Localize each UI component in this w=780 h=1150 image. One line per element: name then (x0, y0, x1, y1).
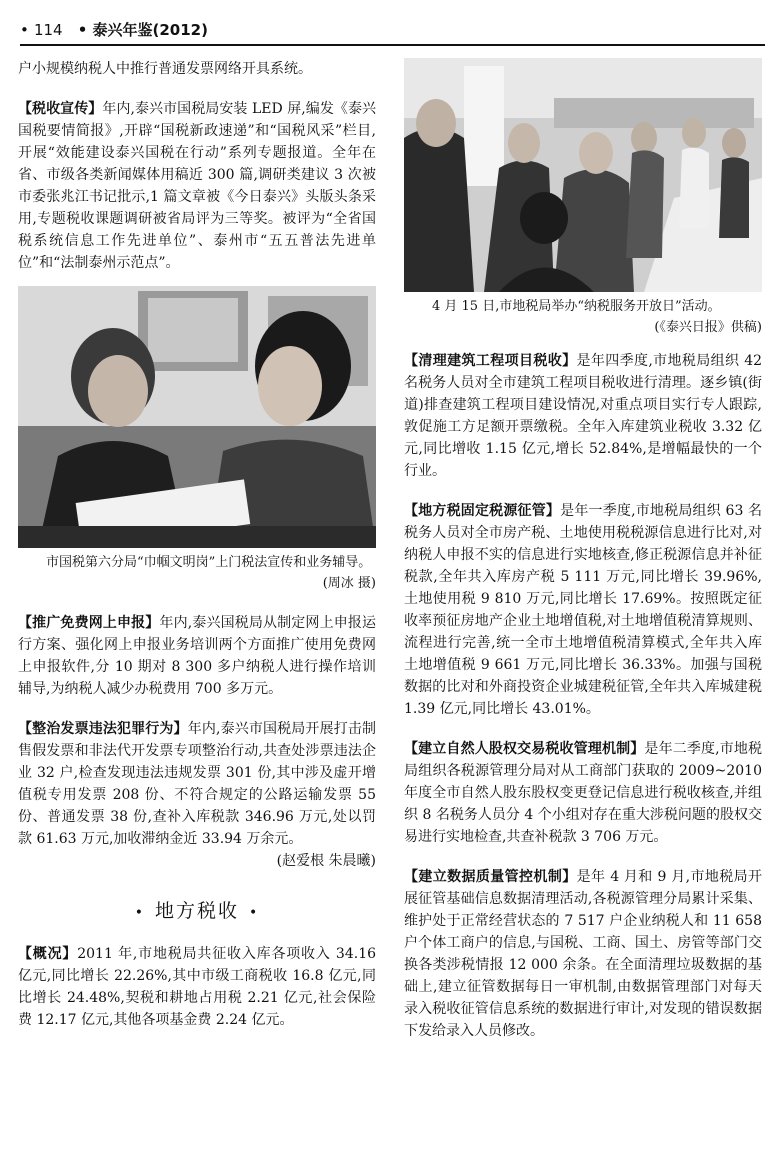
photo1-credit: (周冰 摄) (322, 576, 376, 591)
photo1-caption-block (18, 552, 376, 594)
section-title-block (18, 896, 376, 923)
equity-body: 是年二季度,市地税局组织各税源管理分局对从工商部门获取的 2009~2010 年度全市自然人股东股权变更登记信息进行税收核查,并组织 8 名税务人员分 4 个小组对存在重大涉税问题的股权交易进行实地检查,共查补税款 3 706 万元。 (404, 741, 763, 845)
construction-body: 是年四季度,市地税局组织 42 名税务人员对全市建筑工程项目税收进行清理。逐乡镇(街道)排查建筑工程项目建设情况,对重点项目实行专人跟踪,敦促施工方足额开票缴税。全年入库建筑业税收 3.32 亿元,同比增收 1.15 亿元,增长 52.84%,是增幅最快的一个行业。 (404, 353, 763, 479)
section-dot-left: • (134, 905, 145, 921)
overview-heading: 【概况】 (18, 946, 78, 962)
invoice-crime-heading: 【整治发票违法犯罪行为】 (18, 721, 188, 737)
overview-body: 2011 年,市地税局共征收入库各项收入 34.16 亿元,同比增长 22.26%,其中市级工商税收 16.8 亿元,同比增长 24.48%,契税和耕地占用税 2.21 亿元,社会保险费 12.17 亿元,其他各项基金费 2.24 亿元。 (18, 946, 377, 1028)
tax-office-photo (18, 286, 376, 548)
online-filing-paragraph (18, 612, 376, 700)
data-quality-body: 是年 4 月和 9 月,市地税局开展征管基础信息数据清理活动,各税源管理分局累计采集、维护处于正常经营状态的 7 517 户企业纳税人和 11 658 户个体工商户的信息,与国税、工商、国土、房管等部门交换各类涉税情报 12 000 余条。在全面清理垃圾数据的基础上,建立征管数据每日一审机制,由数据管理部门对每天录入税收征管信息系统的数据进行审计,对发现的错误数据下发给录入人员修改。 (404, 869, 763, 1039)
data-quality-paragraph (404, 866, 762, 1042)
photo2-credit: (《泰兴日报》供稿) (654, 320, 762, 335)
equity-paragraph (404, 738, 762, 848)
tax-publicity-paragraph (18, 98, 376, 274)
photo2-caption-block (404, 296, 762, 338)
left-column (18, 58, 376, 1031)
page-number: 114 (33, 21, 63, 39)
equity-heading: 【建立自然人股权交易税收管理机制】 (404, 741, 645, 757)
data-quality-heading: 【建立数据质量管控机制】 (404, 869, 577, 885)
intro-text: 户小规模纳税人中推行普通发票网络开具系统。 (18, 61, 312, 77)
section-title: 地方税收 (154, 900, 239, 922)
header-bullet: • (20, 21, 29, 39)
fixed-source-paragraph (404, 500, 762, 720)
fixed-source-body: 是年一季度,市地税局组织 63 名税务人员对全市房产税、土地使用税税源信息进行比对,对纳税人申报不实的信息进行实地核查,修正税源信息并补征税款,全年共入库房产税 5 111 万元,同比增长 39.96%,土地使用税 9 810 万元,同比增长 17.69%。按照既定征收率预征房地产企业土地增值税,对土地增值税清算规则、流程进行完善,统一全市土地增值税清算模式,全年共入库土地增值税 9 661 万元,同比增长 36.33%。加强与国税数据的比对和外商投资企业城建税征管,全年共入库城建税 1.39 亿元,同比增长 43.01%。 (404, 503, 762, 717)
invoice-credit: (赵爱根 朱晨曦) (276, 853, 376, 869)
invoice-crime-paragraph (18, 718, 376, 869)
right-column (404, 58, 762, 1042)
invoice-crime-body: 年内,泰兴市国税局开展打击制售假发票和非法代开发票专项整治行动,共查处涉票违法企业 32 户,检查发现违法违规发票 301 份,其中涉及虚开增值税专用发票 208 份、不符合规定的公路运输发票 55 份、普通发票 38 份,查补入库税款 346.96 万元,处以罚款 61.63 万元,加收滞纳金近 33.94 万余元。 (18, 721, 376, 847)
photo2-caption: 4 月 15 日,市地税局举办“纳税服务开放日”活动。 (432, 299, 721, 314)
construction-heading: 【清理建筑工程项目税收】 (404, 353, 577, 369)
fixed-source-heading: 【地方税固定税源征管】 (404, 503, 561, 519)
page-header (20, 18, 765, 46)
open-day-photo (404, 58, 762, 292)
tax-publicity-heading: 【税收宣传】 (18, 101, 103, 117)
section-dot-right: • (249, 905, 260, 921)
overview-paragraph (18, 943, 376, 1031)
online-filing-heading: 【推广免费网上申报】 (18, 615, 160, 631)
tax-publicity-body: 年内,泰兴市国税局安装 LED 屏,编发《泰兴国税要情简报》,开辟“国税新政速递”和“国税风采”栏目,开展“效能建设泰兴国税在行动”系列专题报道。全年在省、市级各类新闻媒体用稿近 300 篇,调研类建议 3 次被市委张兆江书记批示,1 篇文章被《今日泰兴》头版头条采用,专题税收课题调研被省局评为三等奖。被评为“全省国税系统信息工作先进单位”、泰州市“五五普法先进单位”和“法制泰州示范点”。 (18, 101, 377, 271)
construction-paragraph (404, 350, 762, 482)
online-filing-body: 年内,泰兴国税局从制定网上申报运行方案、强化网上申报业务培训两个方面推广使用免费网上申报软件,分 10 期对 8 300 多户纳税人进行操作培训辅导,为纳税人减少办税费用 700 多万元。 (18, 615, 376, 697)
photo1-caption: 市国税第六分局“巾帼文明岗”上门税法宣传和业务辅导。 (46, 555, 372, 570)
yearbook-title: • 泰兴年鉴(2012) (77, 21, 208, 39)
